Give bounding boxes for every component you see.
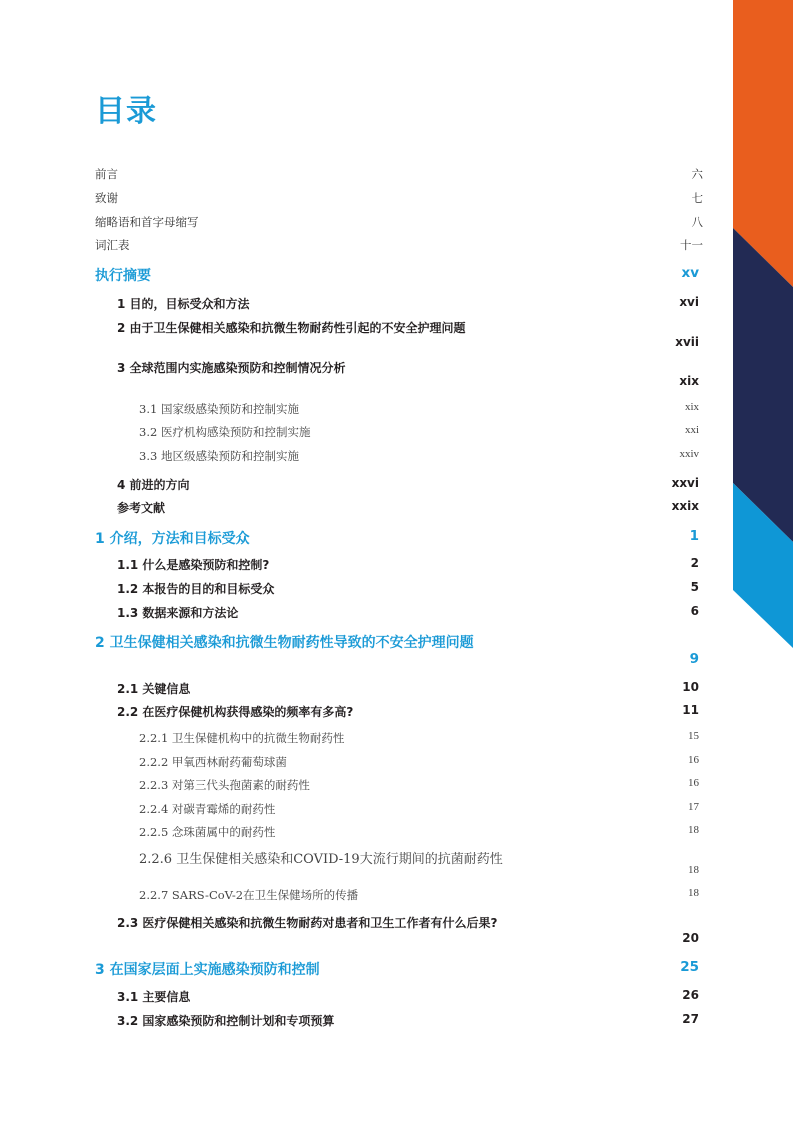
toc-entry-page-number[interactable]: xxi bbox=[684, 424, 699, 436]
toc-entry-page-number[interactable]: 17 bbox=[688, 801, 699, 813]
toc-entry-label[interactable]: 2.2.3 对第三代头孢菌素的耐药性 bbox=[139, 778, 310, 792]
toc-entry[interactable] bbox=[0, 680, 793, 700]
toc-entry-page-number[interactable]: xix bbox=[679, 374, 699, 388]
toc-entry-label[interactable]: 2 卫生保健相关感染和抗微生物耐药性导致的不安全护理问题 bbox=[95, 635, 474, 651]
toc-entry[interactable] bbox=[0, 754, 793, 774]
toc-entry-page-number[interactable]: xv bbox=[681, 265, 699, 281]
toc-entry[interactable] bbox=[0, 319, 793, 349]
toc-entry-label[interactable]: 4 前进的方向 bbox=[117, 478, 190, 492]
toc-entry-label[interactable]: 3 在国家层面上实施感染预防和控制 bbox=[95, 962, 320, 978]
toc-entry-page-number[interactable]: 18 bbox=[688, 887, 699, 899]
toc-entry[interactable] bbox=[0, 887, 793, 907]
toc-entry-label[interactable]: 3.2 医疗机构感染预防和控制实施 bbox=[139, 425, 311, 439]
toc-entry-label[interactable]: 词汇表 bbox=[95, 238, 130, 252]
toc-entry-label[interactable]: 2.2.5 念珠菌属中的耐药性 bbox=[139, 825, 276, 839]
toc-entry-page-number[interactable]: xix bbox=[684, 401, 699, 413]
toc-entry-label[interactable]: 缩略语和首字母缩写 bbox=[95, 215, 199, 229]
toc-entry-page-number[interactable]: 六 bbox=[691, 167, 703, 181]
toc-entry-page-number[interactable]: 18 bbox=[688, 864, 699, 876]
toc-entry[interactable] bbox=[0, 632, 793, 667]
toc-entry-label[interactable]: 2.2.2 甲氧西林耐药葡萄球菌 bbox=[139, 755, 287, 769]
toc-entry-page-number[interactable]: 20 bbox=[682, 931, 699, 945]
toc-entry-page-number[interactable]: xxvi bbox=[671, 476, 699, 490]
toc-entry[interactable] bbox=[0, 166, 793, 186]
toc-entry-page-number[interactable]: 1 bbox=[689, 528, 699, 544]
toc-entry-page-number[interactable]: 9 bbox=[689, 651, 699, 667]
toc-entry-label[interactable]: 3.1 主要信息 bbox=[117, 990, 191, 1004]
toc-entry-page-number[interactable]: xvi bbox=[679, 295, 699, 309]
toc-entry-page-number[interactable]: xvii bbox=[675, 335, 699, 349]
toc-entry-page-number[interactable]: 5 bbox=[690, 580, 699, 594]
toc-entry[interactable] bbox=[0, 988, 793, 1008]
toc-entry[interactable] bbox=[0, 556, 793, 576]
toc-entry-page-number[interactable]: 七 bbox=[691, 191, 703, 205]
toc-entry[interactable] bbox=[0, 401, 793, 421]
toc-entry-page-number[interactable]: 25 bbox=[680, 959, 699, 975]
toc-entry[interactable] bbox=[0, 424, 793, 444]
toc-entry[interactable] bbox=[0, 801, 793, 821]
toc-entry-label[interactable]: 2.2.4 对碳青霉烯的耐药性 bbox=[139, 802, 276, 816]
toc-entry-label[interactable]: 致谢 bbox=[95, 191, 118, 205]
toc-entry-label[interactable]: 2.2.1 卫生保健机构中的抗微生物耐药性 bbox=[139, 731, 345, 745]
toc-entry[interactable] bbox=[0, 1012, 793, 1032]
toc-entry-page-number[interactable]: xxix bbox=[671, 499, 699, 513]
toc-entry[interactable] bbox=[0, 448, 793, 468]
toc-entry-page-number[interactable]: 11 bbox=[682, 703, 699, 717]
toc-entry[interactable] bbox=[0, 914, 793, 945]
toc-entry[interactable] bbox=[0, 604, 793, 624]
toc-entry[interactable] bbox=[0, 730, 793, 750]
toc-entry[interactable] bbox=[0, 777, 793, 797]
toc-entry-page-number[interactable]: 18 bbox=[688, 824, 699, 836]
toc-entry[interactable] bbox=[0, 499, 793, 519]
toc-entry-page-number[interactable]: 十一 bbox=[680, 238, 703, 252]
toc-entry-page-number[interactable]: 八 bbox=[691, 215, 703, 229]
toc-entry-label[interactable]: 1 介绍，方法和目标受众 bbox=[95, 531, 250, 547]
toc-entry-label[interactable]: 2.3 医疗保健相关感染和抗微生物耐药对患者和卫生工作者有什么后果? bbox=[117, 916, 498, 930]
toc-entry[interactable] bbox=[0, 295, 793, 315]
toc-entry-label[interactable]: 1 目的，目标受众和方法 bbox=[117, 297, 250, 311]
toc-entry[interactable] bbox=[0, 848, 793, 876]
toc-entry-label[interactable]: 2.2.6 卫生保健相关感染和COVID-19大流行期间的抗菌耐药性 bbox=[139, 852, 503, 867]
toc-entry[interactable] bbox=[0, 528, 793, 548]
page-title: 目录 bbox=[95, 94, 157, 129]
toc-entry[interactable] bbox=[0, 580, 793, 600]
toc-entry-page-number[interactable]: 26 bbox=[682, 988, 699, 1002]
toc-entry-label[interactable]: 3.2 国家感染预防和控制计划和专项预算 bbox=[117, 1014, 335, 1028]
toc-entry-label[interactable]: 3.1 国家级感染预防和控制实施 bbox=[139, 402, 299, 416]
toc-entry-label[interactable]: 3 全球范围内实施感染预防和控制情况分析 bbox=[117, 361, 346, 375]
toc-entry-label[interactable]: 前言 bbox=[95, 167, 118, 181]
toc-entry[interactable] bbox=[0, 824, 793, 844]
toc-entry[interactable] bbox=[0, 237, 793, 257]
toc-entry[interactable] bbox=[0, 214, 793, 234]
toc-entry-page-number[interactable]: xxiv bbox=[679, 448, 699, 460]
toc-entry[interactable] bbox=[0, 703, 793, 723]
toc-entry-label[interactable]: 执行摘要 bbox=[95, 268, 151, 284]
toc-entry-label[interactable]: 1.1 什么是感染预防和控制? bbox=[117, 558, 270, 572]
toc-entry-label[interactable]: 2.2 在医疗保健机构获得感染的频率有多高? bbox=[117, 705, 354, 719]
toc-entry[interactable] bbox=[0, 265, 793, 285]
toc-entry-page-number[interactable]: 16 bbox=[688, 777, 699, 789]
toc-entry-page-number[interactable]: 15 bbox=[688, 730, 699, 742]
toc-entry[interactable] bbox=[0, 190, 793, 210]
toc-entry-label[interactable]: 2.2.7 SARS-CoV-2在卫生保健场所的传播 bbox=[139, 888, 359, 902]
toc-entry-page-number[interactable]: 16 bbox=[688, 754, 699, 766]
toc-entry-label[interactable]: 1.2 本报告的目的和目标受众 bbox=[117, 582, 275, 596]
toc-entry-page-number[interactable]: 6 bbox=[690, 604, 699, 618]
toc-entry-label[interactable]: 1.3 数据来源和方法论 bbox=[117, 606, 239, 620]
toc-entry-label[interactable]: 参考文献 bbox=[117, 501, 166, 515]
toc-entry-page-number[interactable]: 2 bbox=[690, 556, 699, 570]
toc-entry-label[interactable]: 2.1 关键信息 bbox=[117, 682, 191, 696]
toc-entry-label[interactable]: 3.3 地区级感染预防和控制实施 bbox=[139, 449, 299, 463]
toc-entry[interactable] bbox=[0, 359, 793, 388]
toc-entry[interactable] bbox=[0, 959, 793, 979]
toc-entry-page-number[interactable]: 27 bbox=[682, 1012, 699, 1026]
toc-entry-page-number[interactable]: 10 bbox=[682, 680, 699, 694]
toc-entry-label[interactable]: 2 由于卫生保健相关感染和抗微生物耐药性引起的不安全护理问题 bbox=[117, 321, 466, 335]
toc-entry[interactable] bbox=[0, 476, 793, 496]
